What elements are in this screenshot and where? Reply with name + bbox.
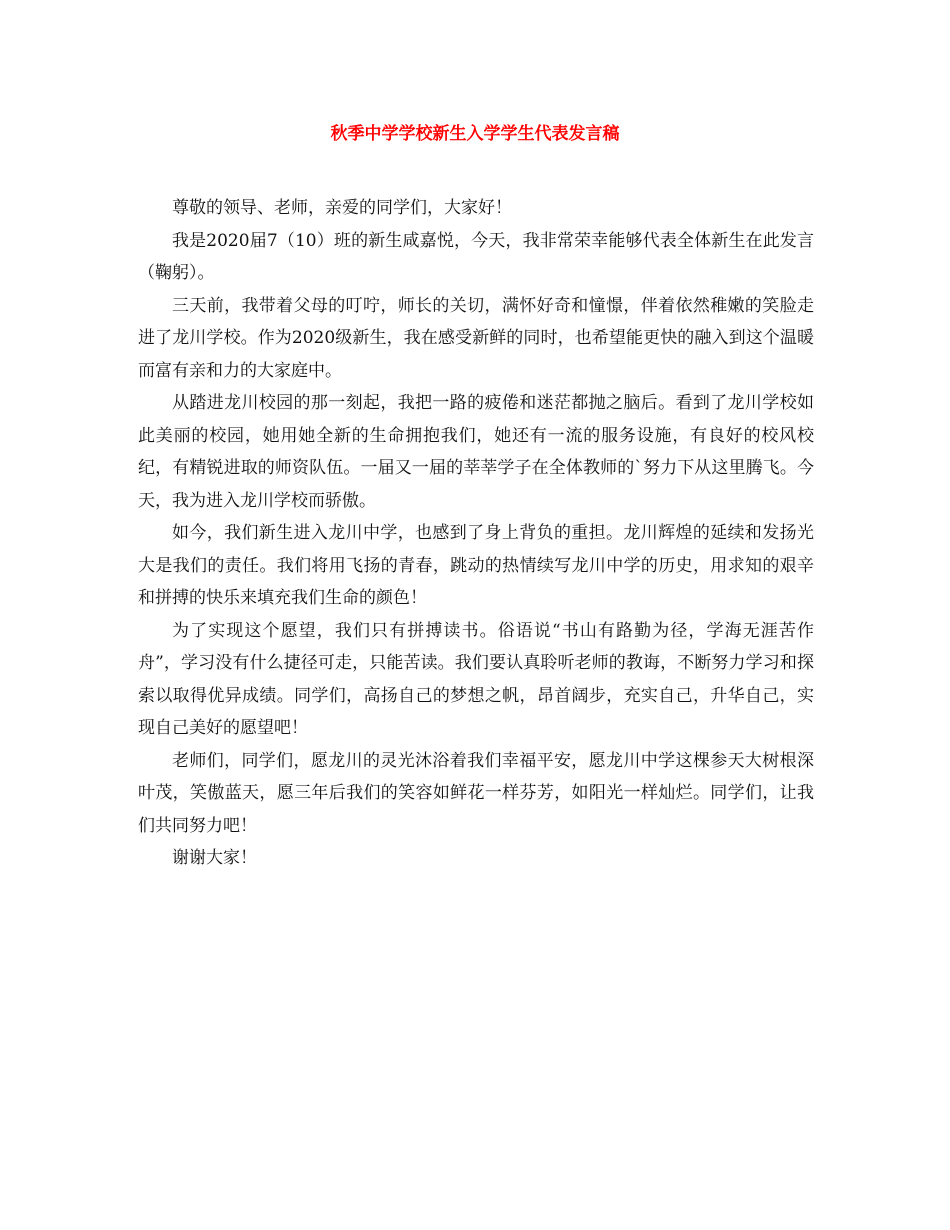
paragraph-thanks: 谢谢大家！ — [172, 848, 257, 868]
paragraph-introduction: 我是2020届7（10）班的新生咸嘉悦，今天，我非常荣幸能够代表全体新生在此发言（鞠躬）。 — [138, 230, 814, 283]
paragraph-study: 为了实现这个愿望，我们只有拼搏读书。俗语说“书山有路勤为径，学海无涯苦作舟”，学习没有什么捷径可走，只能苦读。我们要认真聆听老师的教诲，不断努力学习和探索以取得优异成绩。同学们，高扬自己的梦想之帆，昂首阔步，充实自己，升华自己，实现自己美好的愿望吧！ — [138, 620, 814, 738]
paragraph-greeting: 尊敬的领导、老师，亲爱的同学们，大家好！ — [172, 198, 512, 218]
paragraph-wishes: 老师们，同学们，愿龙川的灵光沐浴着我们幸福平安，愿龙川中学这棵参天大树根深叶茂，笑傲蓝天，愿三年后我们的笑容如鲜花一样芬芳，如阳光一样灿烂。同学们，让我们共同努力吧！ — [138, 750, 814, 836]
paragraph-responsibility: 如今，我们新生进入龙川中学，也感到了身上背负的重担。龙川辉煌的延续和发扬光大是我们的责任。我们将用飞扬的青春，跳动的热情续写龙川中学的历史，用求知的艰辛和拼搏的快乐来填充我们生命的颜色！ — [138, 523, 814, 608]
document-title: 秋季中学学校新生入学学生代表发言稿 — [330, 124, 620, 144]
paragraph-arrival: 三天前，我带着父母的叮咛，师长的关切，满怀好奇和憧憬，伴着依然稚嫩的笑脸走进了龙川学校。作为2020级新生，我在感受新鲜的同时，也希望能更快的融入到这个温暖而富有亲和力的大家庭中。 — [138, 295, 814, 381]
paragraph-campus: 从踏进龙川校园的那一刻起，我把一路的疲倦和迷茫都抛之脑后。看到了龙川学校如此美丽的校园，她用她全新的生命拥抱我们，她还有一流的服务设施，有良好的校风校纪，有精锐进取的师资队伍。一届又一届的莘莘学子在全体教师的`努力下从这里腾飞。今天，我为进入龙川学校而骄傲。 — [138, 393, 814, 511]
document-body — [138, 192, 814, 875]
